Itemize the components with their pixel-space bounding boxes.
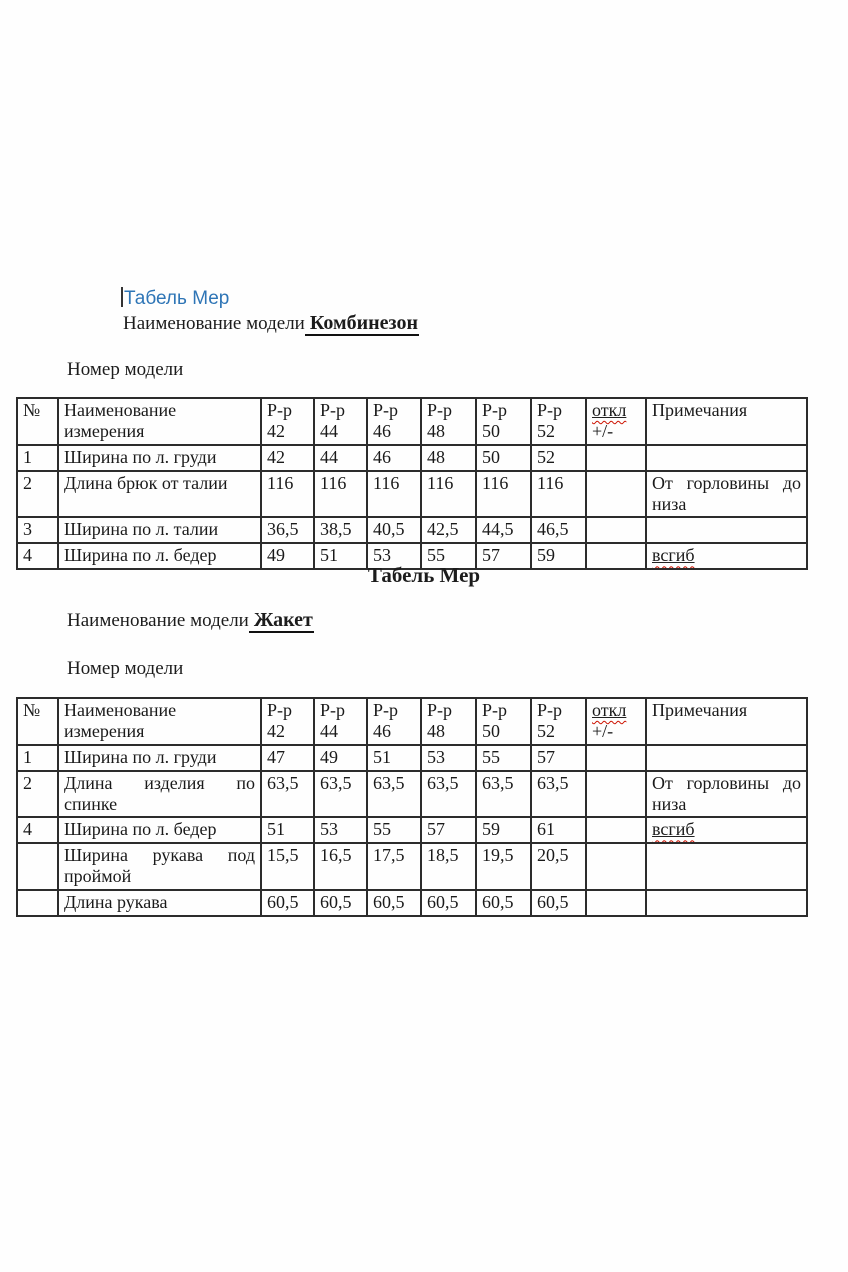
measurements-table-zhaket bbox=[16, 697, 808, 917]
section1-model-line bbox=[123, 312, 419, 335]
note-cell: От горловины до низа bbox=[646, 471, 807, 518]
note-cell bbox=[646, 445, 807, 471]
column-header: Примечания bbox=[646, 398, 807, 445]
deviation-cell bbox=[586, 771, 646, 818]
size-value-cell: 47 bbox=[261, 745, 314, 771]
column-header: Р-р 42 bbox=[261, 398, 314, 445]
deviation-cell bbox=[586, 445, 646, 471]
column-header: Р-р 50 bbox=[476, 398, 531, 445]
size-value-cell: 60,5 bbox=[421, 890, 476, 916]
size-value-cell: 17,5 bbox=[367, 843, 421, 890]
column-header: Р-р 50 bbox=[476, 698, 531, 745]
table-header-row bbox=[17, 398, 807, 445]
size-value-cell: 63,5 bbox=[261, 771, 314, 818]
column-header: откл +/- bbox=[586, 698, 646, 745]
size-value-cell: 61 bbox=[531, 817, 586, 843]
size-value-cell: 44,5 bbox=[476, 517, 531, 543]
size-value-cell: 57 bbox=[531, 745, 586, 771]
row-number-cell: 1 bbox=[17, 745, 58, 771]
measure-name-cell: Ширина по л. бедер bbox=[58, 543, 261, 569]
note-cell bbox=[646, 517, 807, 543]
measurement-row bbox=[17, 771, 807, 818]
section1-heading-text: Табель Мер bbox=[124, 288, 230, 309]
column-header: Р-р 48 bbox=[421, 398, 476, 445]
size-value-cell: 116 bbox=[314, 471, 367, 518]
size-value-cell: 53 bbox=[314, 817, 367, 843]
section1-model-number-label: Номер модели bbox=[67, 359, 184, 380]
size-value-cell: 63,5 bbox=[367, 771, 421, 818]
measure-name-cell: Ширина по л. груди bbox=[58, 745, 261, 771]
size-value-cell: 60,5 bbox=[531, 890, 586, 916]
size-value-cell: 63,5 bbox=[421, 771, 476, 818]
size-value-cell: 53 bbox=[367, 543, 421, 569]
size-value-cell: 51 bbox=[367, 745, 421, 771]
size-value-cell: 116 bbox=[476, 471, 531, 518]
size-value-cell: 55 bbox=[367, 817, 421, 843]
column-header: Примечания bbox=[646, 698, 807, 745]
size-value-cell: 48 bbox=[421, 445, 476, 471]
model-label: Наименование модели bbox=[123, 313, 305, 334]
size-value-cell: 59 bbox=[476, 817, 531, 843]
deviation-cell bbox=[586, 517, 646, 543]
note-cell: всгиб bbox=[646, 543, 807, 569]
size-value-cell: 15,5 bbox=[261, 843, 314, 890]
model-label: Наименование модели bbox=[67, 610, 249, 631]
size-value-cell: 44 bbox=[314, 445, 367, 471]
text-cursor bbox=[121, 287, 123, 307]
note-cell bbox=[646, 745, 807, 771]
section2-model-line bbox=[67, 609, 314, 632]
column-header: Р-р 48 bbox=[421, 698, 476, 745]
table-header-row bbox=[17, 698, 807, 745]
size-value-cell: 116 bbox=[421, 471, 476, 518]
measurement-row bbox=[17, 517, 807, 543]
column-header: № bbox=[17, 398, 58, 445]
column-header: Р-р 44 bbox=[314, 698, 367, 745]
deviation-cell bbox=[586, 817, 646, 843]
row-number-cell: 4 bbox=[17, 543, 58, 569]
column-header: Р-р 52 bbox=[531, 698, 586, 745]
size-value-cell: 42,5 bbox=[421, 517, 476, 543]
size-value-cell: 116 bbox=[261, 471, 314, 518]
model-name: Жакет bbox=[249, 609, 314, 633]
size-value-cell: 53 bbox=[421, 745, 476, 771]
size-value-cell: 60,5 bbox=[314, 890, 367, 916]
column-header: Наименование измерения bbox=[58, 698, 261, 745]
size-value-cell: 42 bbox=[261, 445, 314, 471]
measure-name-cell: Ширина рукава под проймой bbox=[58, 843, 261, 890]
measurement-row bbox=[17, 817, 807, 843]
note-cell: всгиб bbox=[646, 817, 807, 843]
measure-name-cell: Ширина по л. талии bbox=[58, 517, 261, 543]
measurement-row bbox=[17, 745, 807, 771]
size-value-cell: 57 bbox=[476, 543, 531, 569]
size-value-cell: 40,5 bbox=[367, 517, 421, 543]
size-value-cell: 19,5 bbox=[476, 843, 531, 890]
column-header: Р-р 42 bbox=[261, 698, 314, 745]
row-number-cell: 1 bbox=[17, 445, 58, 471]
deviation-cell bbox=[586, 890, 646, 916]
column-header: Р-р 44 bbox=[314, 398, 367, 445]
measure-name-cell: Ширина по л. груди bbox=[58, 445, 261, 471]
size-value-cell: 57 bbox=[421, 817, 476, 843]
measure-name-cell: Длина изделия по спинке bbox=[58, 771, 261, 818]
size-value-cell: 36,5 bbox=[261, 517, 314, 543]
size-value-cell: 63,5 bbox=[314, 771, 367, 818]
size-value-cell: 46 bbox=[367, 445, 421, 471]
column-header: Наименование измерения bbox=[58, 398, 261, 445]
size-value-cell: 49 bbox=[314, 745, 367, 771]
size-value-cell: 52 bbox=[531, 445, 586, 471]
size-value-cell: 55 bbox=[421, 543, 476, 569]
size-value-cell: 60,5 bbox=[476, 890, 531, 916]
size-value-cell: 59 bbox=[531, 543, 586, 569]
model-name: Комбинезон bbox=[305, 312, 419, 336]
size-value-cell: 38,5 bbox=[314, 517, 367, 543]
size-value-cell: 63,5 bbox=[476, 771, 531, 818]
measurements-table-kombinezon bbox=[16, 397, 808, 570]
measurement-row bbox=[17, 445, 807, 471]
size-value-cell: 46,5 bbox=[531, 517, 586, 543]
size-value-cell: 50 bbox=[476, 445, 531, 471]
size-value-cell: 20,5 bbox=[531, 843, 586, 890]
row-number-cell bbox=[17, 843, 58, 890]
measurement-row bbox=[17, 890, 807, 916]
size-value-cell: 16,5 bbox=[314, 843, 367, 890]
column-header: Р-р 46 bbox=[367, 398, 421, 445]
note-cell bbox=[646, 890, 807, 916]
size-value-cell: 63,5 bbox=[531, 771, 586, 818]
size-value-cell: 60,5 bbox=[367, 890, 421, 916]
section2-model-number-label: Номер модели bbox=[67, 658, 184, 679]
size-value-cell: 51 bbox=[314, 543, 367, 569]
size-value-cell: 60,5 bbox=[261, 890, 314, 916]
size-value-cell: 116 bbox=[531, 471, 586, 518]
deviation-cell bbox=[586, 843, 646, 890]
note-cell: От горловины до низа bbox=[646, 771, 807, 818]
row-number-cell bbox=[17, 890, 58, 916]
size-value-cell: 116 bbox=[367, 471, 421, 518]
size-value-cell: 55 bbox=[476, 745, 531, 771]
row-number-cell: 2 bbox=[17, 771, 58, 818]
size-value-cell: 49 bbox=[261, 543, 314, 569]
section2-heading: Табель Мер bbox=[367, 563, 481, 587]
row-number-cell: 2 bbox=[17, 471, 58, 518]
column-header: Р-р 46 bbox=[367, 698, 421, 745]
measurement-row bbox=[17, 471, 807, 518]
size-value-cell: 18,5 bbox=[421, 843, 476, 890]
note-cell bbox=[646, 843, 807, 890]
column-header: Р-р 52 bbox=[531, 398, 586, 445]
column-header: № bbox=[17, 698, 58, 745]
measure-name-cell: Длина рукава bbox=[58, 890, 261, 916]
row-number-cell: 4 bbox=[17, 817, 58, 843]
row-number-cell: 3 bbox=[17, 517, 58, 543]
size-value-cell: 51 bbox=[261, 817, 314, 843]
measure-name-cell: Длина брюк от талии bbox=[58, 471, 261, 518]
measurement-row bbox=[17, 843, 807, 890]
section1-heading bbox=[121, 287, 229, 310]
column-header: откл +/- bbox=[586, 398, 646, 445]
deviation-cell bbox=[586, 745, 646, 771]
measure-name-cell: Ширина по л. бедер bbox=[58, 817, 261, 843]
deviation-cell bbox=[586, 471, 646, 518]
